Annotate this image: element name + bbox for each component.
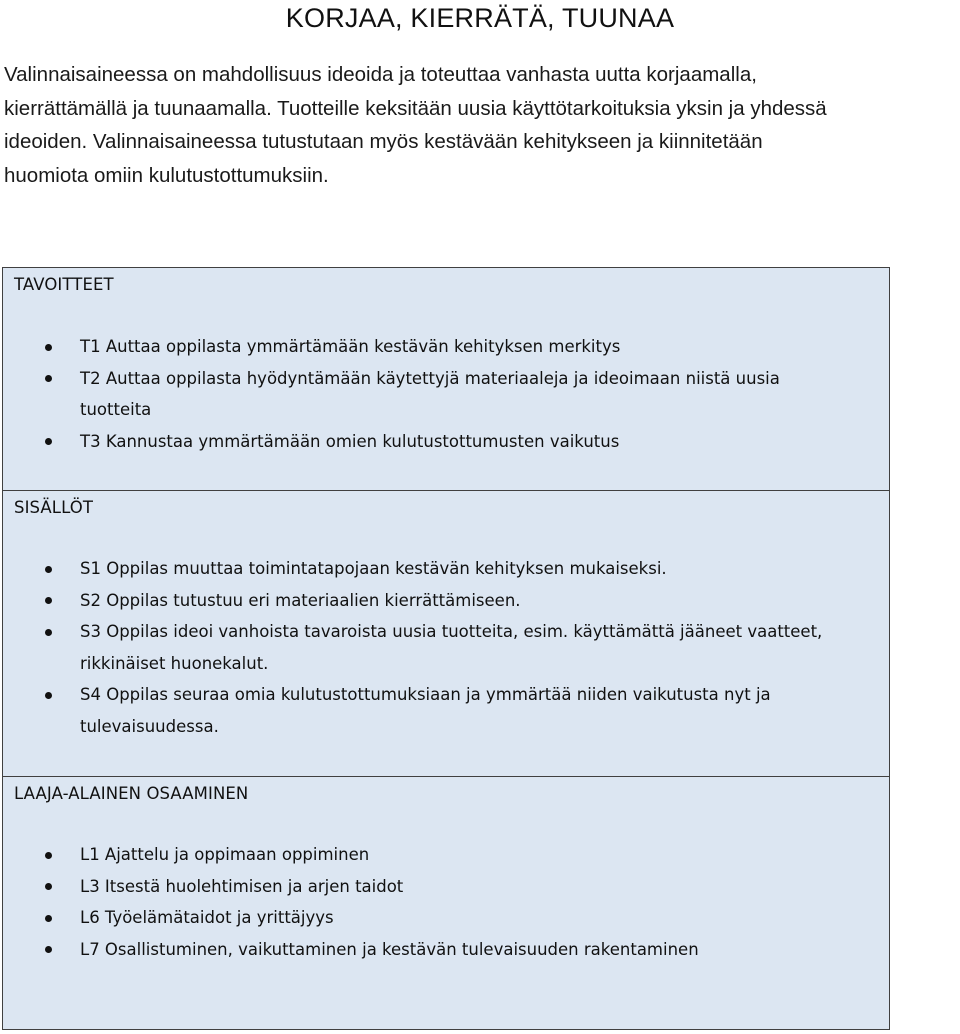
bullet-icon bbox=[45, 629, 52, 636]
laaja-alainen-list bbox=[3, 839, 889, 965]
list-item bbox=[3, 616, 880, 679]
list-item-line: rikkinäiset huonekalut. bbox=[80, 653, 269, 673]
list-item-line: S3 Oppilas ideoi vanhoista tavaroista uusia tuotteita, esim. käyttämättä jääneet vaatteet, bbox=[80, 622, 823, 641]
intro-line: huomiota omiin kulutustottumuksiin. bbox=[4, 163, 329, 187]
bullet-icon bbox=[45, 852, 52, 859]
list-item bbox=[3, 934, 880, 966]
bullet-icon bbox=[45, 566, 52, 573]
list-item-line: T2 Auttaa oppilasta hyödyntämään käytettyjä materiaaleja ja ideoimaan niistä uusia bbox=[80, 368, 780, 388]
bullet-icon bbox=[45, 692, 52, 699]
bullet-icon bbox=[45, 946, 52, 953]
sisallot-section bbox=[3, 490, 889, 776]
bullet-icon bbox=[45, 344, 52, 351]
list-item-line: L7 Osallistuminen, vaikuttaminen ja kestävän tulevaisuuden rakentaminen bbox=[80, 939, 699, 959]
list-item-line: S2 Oppilas tutustuu eri materiaalien kierrättämiseen. bbox=[80, 590, 521, 610]
bullet-icon bbox=[45, 915, 52, 922]
intro-line: Valinnaisaineessa on mahdollisuus ideoida ja toteuttaa vanhasta uutta korjaamalla, bbox=[4, 63, 757, 86]
list-item bbox=[3, 553, 880, 585]
page-title: KORJAA, KIERRÄTÄ, TUUNAA bbox=[285, 3, 675, 33]
list-item bbox=[3, 331, 880, 363]
list-item-line: L6 Työelämätaidot ja yrittäjyys bbox=[80, 908, 334, 927]
list-item bbox=[3, 902, 880, 934]
list-item-line: S1 Oppilas muuttaa toimintatapojaan kestävän kehityksen mukaiseksi. bbox=[80, 559, 667, 578]
list-item bbox=[3, 426, 880, 458]
list-item-line: tuotteita bbox=[80, 400, 152, 419]
sisallot-heading: SISÄLLÖT bbox=[14, 498, 94, 517]
list-item bbox=[3, 839, 880, 871]
laaja-alainen-section bbox=[3, 776, 889, 1030]
tavoitteet-list bbox=[3, 331, 889, 457]
intro-line: ideoiden. Valinnaisaineessa tutustutaan myös kestävään kehitykseen ja kiinnitetään bbox=[4, 130, 763, 153]
bullet-icon bbox=[45, 883, 52, 890]
list-item-line: tulevaisuudessa. bbox=[80, 716, 219, 736]
list-item-line: S4 Oppilas seuraa omia kulutustottumuksiaan ja ymmärtää niiden vaikutusta nyt ja bbox=[80, 685, 771, 704]
bullet-icon bbox=[45, 438, 52, 445]
bullet-icon bbox=[45, 375, 52, 382]
intro-line: kierrättämällä ja tuunaamalla. Tuotteille keksitään uusia käyttötarkoituksia yksin ja yhdessä bbox=[4, 96, 827, 120]
tavoitteet-section bbox=[3, 268, 889, 490]
tavoitteet-heading: TAVOITTEET bbox=[14, 275, 114, 294]
list-item bbox=[3, 871, 880, 903]
list-item-line: L3 Itsestä huolehtimisen ja arjen taidot bbox=[80, 876, 404, 896]
intro-paragraph bbox=[4, 58, 960, 192]
list-item bbox=[3, 363, 880, 426]
list-item-line: T3 Kannustaa ymmärtämään omien kulutustottumusten vaikutus bbox=[80, 431, 620, 451]
curriculum-table bbox=[2, 267, 890, 1030]
list-item bbox=[3, 585, 880, 617]
sisallot-list bbox=[3, 553, 889, 742]
list-item-line: L1 Ajattelu ja oppimaan oppiminen bbox=[80, 845, 370, 864]
bullet-icon bbox=[45, 597, 52, 604]
list-item-line: T1 Auttaa oppilasta ymmärtämään kestävän kehityksen merkitys bbox=[80, 337, 621, 356]
list-item bbox=[3, 679, 880, 742]
laaja-alainen-heading: LAAJA-ALAINEN OSAAMINEN bbox=[14, 784, 249, 803]
